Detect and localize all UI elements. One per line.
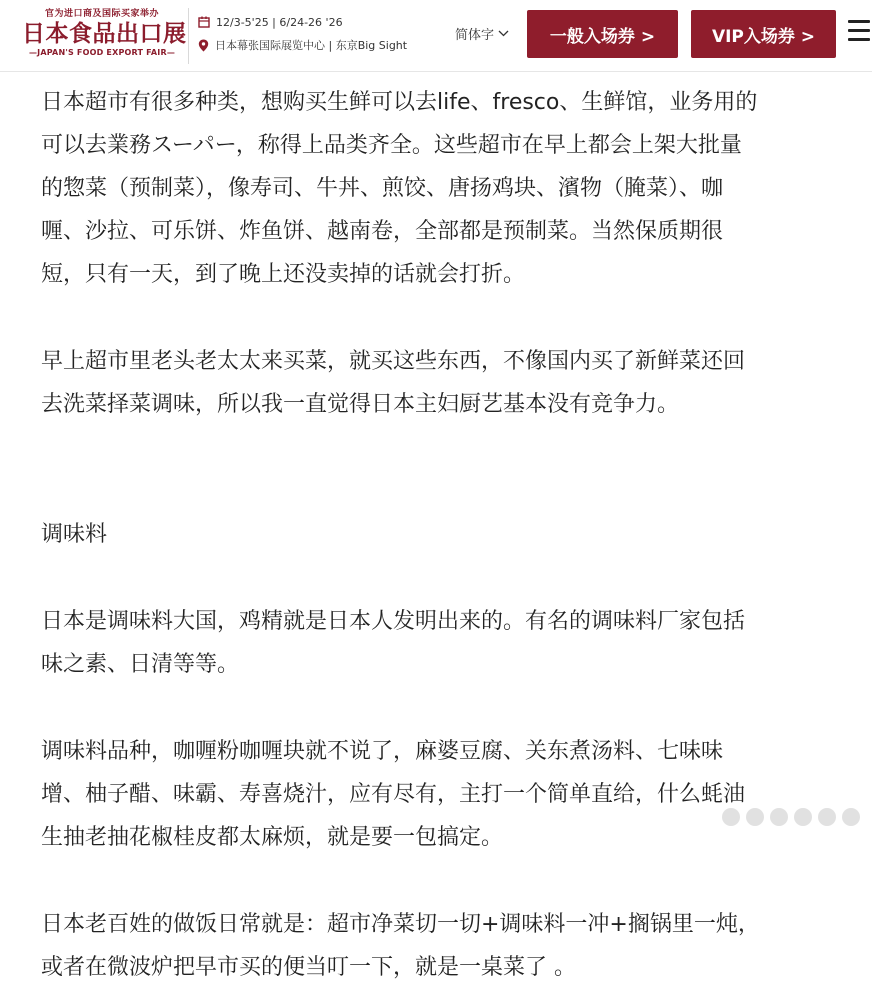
- logo-subtitle-text: JAPAN'S FOOD EXPORT FAIR: [37, 48, 167, 57]
- section-spacer: [41, 426, 851, 469]
- paragraph-1-line: 喱、沙拉、可乐饼、炸鱼饼、越南卷，全部都是预制菜。当然保质期很: [41, 219, 724, 244]
- logo-tagline: 官为进口商及国际买家举办: [44, 9, 159, 19]
- event-venue: 日本幕张国际展览中心 | 东京Big Sight: [215, 39, 408, 52]
- calendar-icon: [198, 16, 210, 28]
- paragraph-2-line: 早上超市里老头老太太来买菜，就买这些东西，不像国内买了新鲜菜还回: [41, 349, 746, 374]
- paragraph-4-line: 增、柚子醋、味霸、寿喜烧汁，应有尽有，主打一个简单直给，什么蚝油: [41, 782, 746, 807]
- paragraph-4-line: 生抽老抽花椒桂皮都太麻烦，就是要一包搞定。: [41, 825, 504, 850]
- hamburger-menu-icon[interactable]: [848, 20, 872, 46]
- site-logo[interactable]: [22, 8, 187, 64]
- paragraph-4-line: 调味料品种，咖喱粉咖喱块就不说了，麻婆豆腐、关东煮汤料、七味味: [41, 739, 724, 764]
- paragraph-1-line: 可以去業務スーパー，称得上品类齐全。这些超市在早上都会上架大批量: [41, 133, 742, 158]
- site-header: [0, 0, 872, 72]
- paragraph-3-line: 味之素、日清等等。: [41, 652, 240, 677]
- language-label: 简体字: [455, 28, 495, 43]
- section-heading: 调味料: [41, 522, 108, 547]
- paragraph-5-line: 或者在微波炉把早市买的便当叮一下，就是一桌菜了 。: [41, 955, 576, 980]
- event-dates: 12/3-5'25 | 6/24-26 '26: [216, 15, 343, 29]
- event-venue-row: [198, 35, 407, 55]
- logo-subtitle: —JAPAN'S FOOD EXPORT FAIR—: [28, 48, 176, 57]
- paragraph-5-line: 日本老百姓的做饭日常就是：超市净菜切一切+调味料一冲+搁锅里一炖，: [41, 912, 760, 937]
- paragraph-gap: [41, 296, 851, 340]
- event-dates-row: [198, 12, 407, 32]
- logo-title: 日本食品出口展: [22, 21, 187, 47]
- paragraph-gap: [41, 556, 851, 600]
- article-body: [41, 81, 851, 989]
- paragraph-gap: [41, 859, 851, 903]
- header-divider: [188, 8, 189, 64]
- paragraph-2-line: 去洗菜择菜调味，所以我一直觉得日本主妇厨艺基本没有竞争力。: [41, 392, 680, 417]
- watermark-dots: [722, 808, 866, 826]
- paragraph-gap: [41, 686, 851, 730]
- event-info: [198, 12, 407, 55]
- paragraph-3-line: 日本是调味料大国，鸡精就是日本人发明出来的。有名的调味料厂家包括: [41, 609, 746, 634]
- vip-ticket-button[interactable]: VIP入场券 >: [691, 10, 836, 58]
- language-selector[interactable]: [455, 24, 509, 43]
- paragraph-1-line: 的惣菜（预制菜），像寿司、牛丼、煎饺、唐扬鸡块、濱物（腌菜）、咖: [41, 176, 724, 201]
- general-ticket-button[interactable]: 一般入场券 >: [527, 10, 678, 58]
- chevron-down-icon: [498, 30, 509, 37]
- paragraph-1-line: 短，只有一天，到了晚上还没卖掉的话就会打折。: [41, 262, 526, 287]
- paragraph-gap: [41, 469, 851, 513]
- paragraph-1-line: 日本超市有很多种类，想购买生鲜可以去life、fresco、生鲜馆，业务用的: [41, 90, 758, 115]
- location-pin-icon: [198, 39, 209, 52]
